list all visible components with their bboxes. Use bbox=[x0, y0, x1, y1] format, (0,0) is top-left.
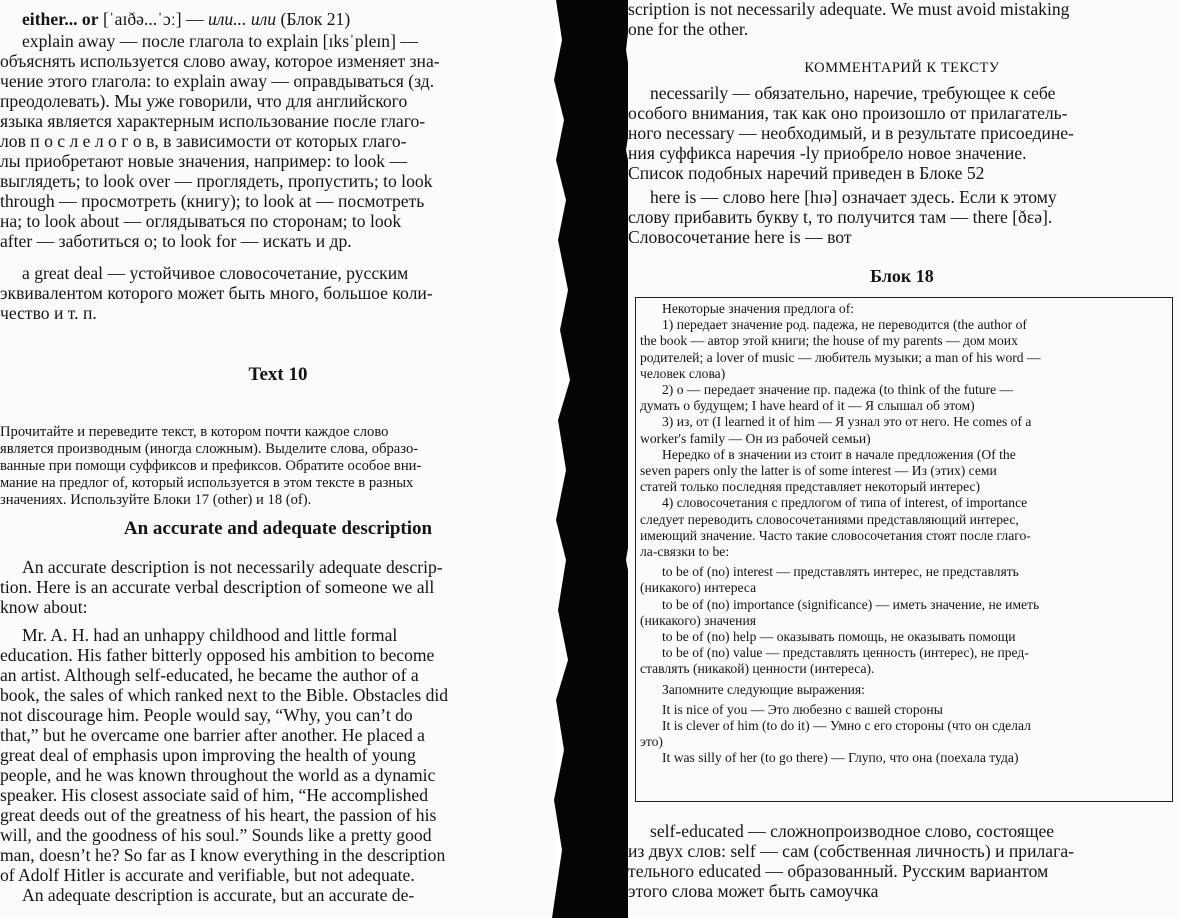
entry-either-or bbox=[0, 10, 553, 29]
instruction-line: значениях. Используйте Блоки 17 (other) и 18 (of). bbox=[0, 492, 312, 508]
explain-line: through — просмотреть (книгу); to look at — посмотреть bbox=[0, 191, 425, 211]
block18-line: to be of (no) help — оказывать помощь, не оказывать помощи bbox=[662, 629, 1016, 645]
block18-line: to be of (no) value — представлять ценность (интерес), не пред- bbox=[662, 645, 1029, 661]
block18-line: 1) передает значение род. падежа, не переводится (the author of bbox=[662, 317, 1027, 333]
self-educated-line: из двух слов: self — сам (собственная личность) и прилага- bbox=[628, 841, 1074, 861]
block-18-heading: Блок 18 bbox=[870, 266, 934, 286]
commentary-heading: КОММЕНТАРИЙ К ТЕКСТУ bbox=[804, 60, 1000, 76]
block18-line: (никакого) значения bbox=[640, 612, 756, 628]
description-line: man, doesn’t he? So far as I know everything in the description bbox=[0, 845, 446, 865]
here-is-line: слову прибавить букву t, то получится там — there [ðɛə]. bbox=[628, 207, 1053, 227]
block18-line: ла-связки to be: bbox=[640, 544, 730, 560]
block18-line: 2) о — передает значение пр. падежа (to think of the future — bbox=[662, 382, 1014, 398]
block18-line: the book — автор этой книги; the house of my parents — дом моих bbox=[640, 333, 1018, 349]
instruction-line: Прочитайте и переведите текст, в котором почти каждое слово bbox=[0, 424, 389, 440]
entry-either-term: either... or bbox=[22, 9, 99, 29]
explain-line: языка является характерным использование после глаго- bbox=[0, 111, 426, 131]
description-line: will, and the goodness of his soul.” Sounds like a pretty good bbox=[0, 825, 432, 845]
self-educated-line: тельного educated — образованный. Русским вариантом bbox=[628, 861, 1049, 881]
instruction-line: ванные при помощи суффиксов и префиксов. Обратите особое вни- bbox=[0, 458, 422, 474]
block18-line: следует переводить словосочетаниями представляющий интерес, bbox=[640, 511, 1019, 527]
continuation-line: scription is not necessarily adequate. We must avoid mistaking bbox=[628, 0, 1070, 19]
description-line: an artist. Although self-educated, he became the author of a bbox=[0, 665, 419, 685]
description-line: people, and he was known throughout the world as a dynamic bbox=[0, 765, 436, 785]
explain-line: лы приобретают новые значения, например: to look — bbox=[0, 151, 408, 171]
block18-line: It is clever of him (to do it) — Умно с его стороны (что он сделал bbox=[662, 718, 1031, 734]
explain-line: лов п о с л е л о г о в, в зависимости от которых глаго- bbox=[0, 131, 407, 151]
block18-line: ставлять (никакой) ценности (интереса). bbox=[640, 661, 875, 677]
block18-line: Запомните следующие выражения: bbox=[662, 681, 865, 697]
self-educated-line: self-educated — сложнопроизводное слово, состоящее bbox=[650, 821, 1055, 841]
entry-either-rest: [ˈaɪðə...ˈɔː] — bbox=[98, 9, 208, 29]
block18-line: (никакого) интереса bbox=[640, 580, 757, 596]
text-10-title: Text 10 bbox=[248, 364, 308, 385]
necessarily-line: особого внимания, так как оно произошло от прилагатель- bbox=[628, 103, 1068, 123]
description-line: great deeds out of the greatness of his heart, the passion of his bbox=[0, 805, 437, 825]
description-line: education. His father bitterly opposed his ambition to become bbox=[0, 645, 435, 665]
entry-either-ital: или... или bbox=[207, 9, 277, 29]
necessarily-line: ного necessary — необходимый, и в результате присоедине- bbox=[628, 123, 1074, 143]
here-is-line: here is — слово here [hɪə] означает здесь. Если к этому bbox=[650, 187, 1057, 207]
explain-line: чение этого глагола: to explain away — оправдываться (зд. bbox=[0, 71, 435, 91]
description-line: An adequate description is accurate, but an accurate de- bbox=[22, 885, 415, 905]
description-line: tion. Here is an accurate verbal description of someone we all bbox=[0, 577, 435, 597]
right-page bbox=[628, 0, 1180, 918]
block18-line: 4) словосочетания с предлогом of типа of interest, of importance bbox=[662, 495, 1028, 511]
block18-line: to be of (no) importance (significance) — иметь значение, не иметь bbox=[662, 596, 1040, 612]
explain-line: объяснять используется слово away, которое изменяет зна- bbox=[0, 51, 440, 71]
left-page bbox=[0, 0, 556, 918]
great-deal-line: эквивалентом которого может быть много, большое коли- bbox=[0, 283, 433, 303]
explain-line: на; to look about — оглядываться по сторонам; to look bbox=[0, 211, 402, 231]
explain-line: выглядеть; to look over — проглядеть, пропустить; to look bbox=[0, 171, 433, 191]
torn-edge-shadow bbox=[552, 0, 638, 918]
necessarily-line: necessarily — обязательно, наречие, требующее к себе bbox=[650, 83, 1056, 103]
description-line: great deal of emphasis upon improving the health of young bbox=[0, 745, 416, 765]
explain-line: преодолевать). Мы уже говорили, что для английского bbox=[0, 91, 408, 111]
description-line: that,” but he overcame one barrier after another. He placed a bbox=[0, 725, 425, 745]
block18-line: имеющий значение. Часто такие словосочетания стоят после глаго- bbox=[640, 527, 1031, 543]
block18-line: родителей; a lover of music — любитель музыки; a man of his word — bbox=[640, 349, 1041, 365]
explain-line: after — заботиться о; to look for — искать и др. bbox=[0, 231, 352, 251]
description-line: of Adolf Hitler is accurate and verifiable, but not adequate. bbox=[0, 865, 415, 885]
block18-line: seven papers only the latter is of some interest — Из (этих) семи bbox=[640, 463, 997, 479]
great-deal-line: a great deal — устойчивое словосочетание, русским bbox=[22, 263, 409, 283]
torn-page-gap bbox=[548, 0, 638, 918]
block18-line: Нередко of в значении из стоит в начале предложения (Of the bbox=[662, 446, 1016, 462]
block18-line: worker's family — Он из рабочей семьи) bbox=[640, 430, 871, 446]
block-18-box bbox=[635, 297, 1173, 802]
description-title: An accurate and adequate description bbox=[123, 518, 433, 539]
block18-line: 3) из, от (I learned it of him — Я узнал это от него. He comes of a bbox=[662, 414, 1032, 430]
description-line: know about: bbox=[0, 597, 88, 617]
here-is-line: Словосочетание here is — вот bbox=[628, 227, 852, 247]
necessarily-line: Список подобных наречий приведен в Блоке 52 bbox=[628, 163, 985, 183]
continuation-line: one for the other. bbox=[628, 19, 749, 39]
entry-either-tail: (Блок 21) bbox=[276, 9, 351, 29]
block18-line: It is nice of you — Это любезно с вашей стороны bbox=[662, 701, 943, 717]
necessarily-line: ния суффикса наречия -ly приобрело новое значение. bbox=[628, 143, 1027, 163]
description-line: An accurate description is not necessarily adequate descrip- bbox=[22, 557, 443, 577]
description-line: not discourage him. People would say, “Why, you can’t do bbox=[0, 705, 413, 725]
description-line: book, the sales of which ranked next to the Bible. Obstacles did bbox=[0, 685, 449, 705]
instruction-line: мание на предлог of, который используется в этом тексте в разных bbox=[0, 475, 414, 491]
great-deal-line: чество и т. п. bbox=[0, 303, 97, 323]
instruction-line: является производным (иногда сложным). Выделите слова, образо- bbox=[0, 441, 419, 457]
block18-line: статей только последняя представляет некоторый интерес) bbox=[640, 479, 981, 495]
self-educated-line: этого слова может быть самоучка bbox=[628, 881, 879, 901]
explain-line: explain away — после глагола to explain [ɪksˈpleɪn] — bbox=[22, 31, 418, 51]
block18-line: to be of (no) interest — представлять интерес, не представлять bbox=[662, 564, 1019, 580]
block18-line: это) bbox=[640, 734, 663, 750]
description-line: Mr. A. H. had an unhappy childhood and little formal bbox=[22, 625, 398, 645]
block18-line: человек слова) bbox=[640, 365, 726, 381]
block18-line: Некоторые значения предлога of: bbox=[662, 301, 855, 316]
block18-line: думать о будущем; I have heard of it — Я слышал об этом) bbox=[640, 398, 975, 414]
block18-line: It was silly of her (to go there) — Глупо, что она (поехала туда) bbox=[662, 750, 1019, 766]
description-line: speaker. His closest associate said of him, “He accomplished bbox=[0, 785, 428, 805]
